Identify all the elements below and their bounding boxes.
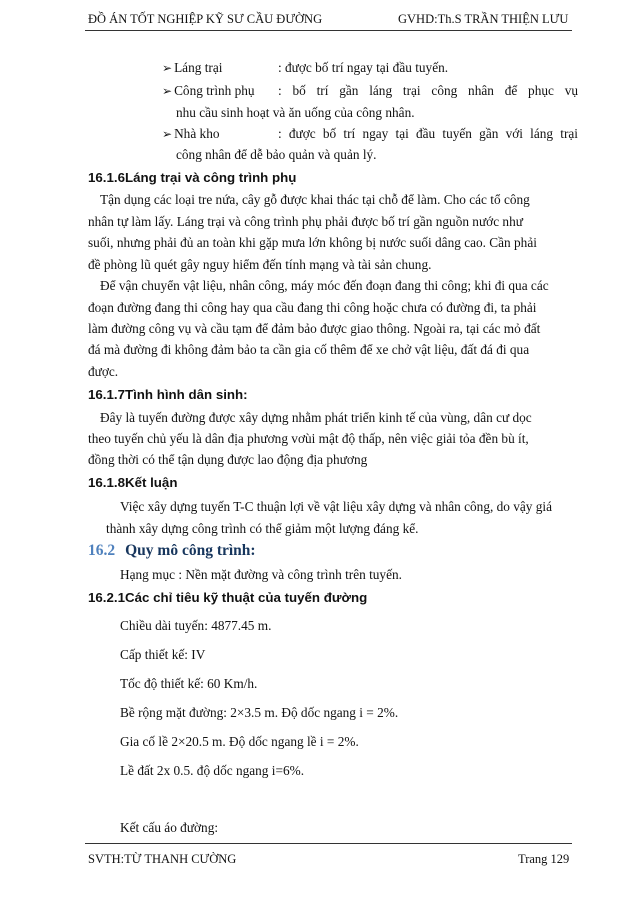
paragraph-line: Tận dụng các loại tre nứa, cây gỗ được khai thác tại chỗ để làm. Cho các tổ công — [100, 192, 530, 207]
paragraph-line: thành xây dựng công trình có thể giảm một lượng đáng kể. — [106, 521, 419, 536]
section-heading — [88, 387, 248, 402]
spec-item: Cấp thiết kế: IV — [120, 647, 206, 662]
bullet-text: : được bố trí ngay tại đầu tuyến. — [278, 60, 449, 75]
section-title: Các chỉ tiêu kỹ thuật của tuyến đường — [124, 590, 368, 605]
paragraph-line: được. — [88, 364, 119, 379]
section-title: Quy mô công trình: — [125, 542, 256, 559]
section-number: 16.1.7 — [88, 387, 125, 402]
section-title: Tình hình dân sinh: — [124, 387, 248, 402]
paragraph-line: đề phòng lũ quét gây nguy hiểm đến tính mạng và tài sản chung. — [88, 257, 432, 272]
spec-item: Bề rộng mặt đường: 2×3.5 m. Độ dốc ngang i = 2%. — [120, 705, 399, 720]
header-rule — [85, 30, 572, 31]
arrow-bullet-icon: ➢ — [162, 84, 173, 98]
spec-item: Tốc độ thiết kế: 60 Km/h. — [120, 676, 258, 691]
arrow-bullet-icon: ➢ — [162, 61, 173, 75]
footer-rule — [85, 843, 572, 844]
section-heading — [88, 170, 296, 185]
paragraph-line: đoạn đường đang thi công hay qua cầu đang thi công hoặc chưa có đường đi, ta phải — [88, 300, 537, 315]
paragraph-line: Kết cấu áo đường: — [120, 820, 219, 835]
section-heading — [88, 475, 177, 490]
paragraph-line: làm đường công vụ và cầu tạm để đảm bảo được giao thông. Ngoài ra, tại các mỏ đất — [88, 321, 541, 336]
bullet-item — [162, 126, 220, 142]
section-title: Láng trại và công trình phụ — [124, 170, 297, 185]
bullet-continuation: công nhân để dễ bảo quản và quản lý. — [176, 147, 377, 162]
bullet-item — [162, 83, 255, 99]
bullet-label: Nhà kho — [174, 126, 220, 141]
bullet-label: Láng trại — [174, 60, 223, 75]
paragraph-line: Việc xây dựng tuyến T-C thuận lợi về vật liệu xây dựng và nhân công, do vậy giá — [120, 499, 553, 514]
bullet-continuation: nhu cầu sinh hoạt và ăn uống của công nhân. — [176, 105, 415, 120]
section-heading — [88, 542, 256, 560]
bullet-label: Công trình phụ — [174, 83, 255, 98]
paragraph-line: suối, nhưng phải đủ an toàn khi gặp mưa lớn không bị nước suối dâng cao. Cần phải — [88, 235, 537, 250]
spec-item: Chiều dài tuyến: 4877.45 m. — [120, 618, 272, 633]
bullet-text: : được bố trí ngay tại đầu tuyến gần với láng trại — [278, 126, 578, 141]
arrow-bullet-icon: ➢ — [162, 127, 173, 141]
header-left: ĐỒ ÁN TỐT NGHIỆP KỸ SƯ CẦU ĐƯỜNG — [88, 12, 323, 26]
section-heading — [88, 590, 367, 605]
header-right: GVHD:Th.S TRẦN THIỆN LƯU — [398, 12, 569, 26]
section-number: 16.2 — [88, 542, 116, 559]
paragraph-line: Để vận chuyển vật liệu, nhân công, máy móc đến đoạn đang thi công; khi đi qua các — [100, 278, 549, 293]
section-number: 16.1.6 — [88, 170, 125, 185]
paragraph-line: theo tuyến chủ yếu là dân địa phương vơùi mật độ thấp, nên việc giải tỏa đền bù ít, — [88, 431, 529, 446]
spec-item: Lề đất 2x 0.5. độ dốc ngang i=6%. — [120, 763, 305, 778]
section-title: Kết luận — [124, 475, 178, 490]
paragraph-line: đồng thời có thể tận dụng được lao động địa phương — [88, 452, 368, 467]
paragraph-line: Hạng mục : Nền mặt đường và công trình trên tuyến. — [120, 567, 402, 582]
paragraph-line: đá mà đường đi không đảm bảo ta cần gia cố thêm để xe chở vật liệu, đất đá đi qua — [88, 342, 530, 357]
footer-left: SVTH:TỪ THANH CƯỜNG — [88, 852, 237, 866]
paragraph-line: Đây là tuyến đường được xây dựng nhằm phát triển kinh tế của vùng, dân cư dọc — [100, 410, 532, 425]
paragraph-line: nhân tự làm lấy. Láng trại và công trình phụ phải được bố trí gần nguồn nước như — [88, 214, 523, 229]
bullet-item — [162, 60, 222, 76]
bullet-text: : bố trí gần láng trại công nhân để phục vụ — [278, 83, 578, 98]
section-number: 16.2.1 — [88, 590, 125, 605]
spec-item: Gia cố lề 2×20.5 m. Độ dốc ngang lề i = 2%. — [120, 734, 359, 749]
section-number: 16.1.8 — [88, 475, 125, 490]
page-number: Trang 129 — [518, 852, 570, 866]
